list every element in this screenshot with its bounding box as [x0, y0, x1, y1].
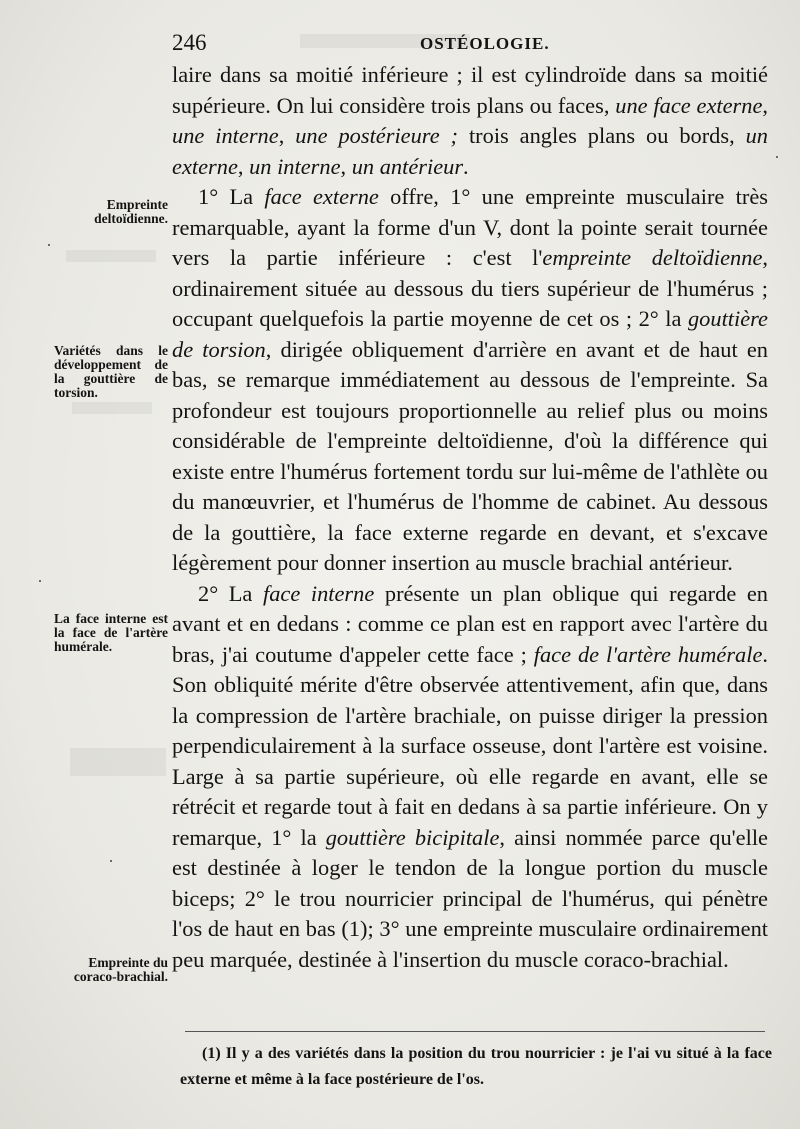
margin-note-deltoid: Empreinte deltoïdienne.	[94, 197, 168, 226]
ink-speck	[48, 244, 50, 246]
ink-speck	[110, 860, 112, 862]
running-title: OSTÉOLOGIE.	[420, 34, 550, 53]
paragraph-internal-face: 2° La face interne présente un plan oblique qui regarde en avant et en dedans : comme ce plan est en rapport avec l'artère du bras, j'ai coutume d'appeler cette face ; face de l'artère humérale. Son obliquité mérite d'être observée attentivement, afin que, dans la compression de l'artère brachiale, on puisse diriger la pression perpendiculairement à la surface osseuse, dont l'artère est voisine. Large à sa partie supérieure, où elle regarde en avant, elle se rétrécit et regarde tout à fait en dedans à sa partie inférieure. On y remarque, 1° la gouttière bicipitale, ainsi nommée parce qu'elle est destinée à loger le tendon de la longue portion du muscle biceps; 2° le trou nourricier principal de l'humérus, qui pénètre l'os de haut en bas (1); 3° une empreinte musculaire ordinairement peu marquée, destinée à l'insertion du muscle coraco-brachial.	[172, 580, 769, 972]
margin-note-torsion-varieties: Variétés dans le développement de la gouttière de torsion.	[54, 343, 168, 400]
body-text	[172, 60, 768, 975]
paragraph-continuation: laire dans sa moitié inférieure ; il est cylindroïde dans sa moitié supérieure. On lui considère trois plans ou faces, une face externe, une interne, une postérieure ; trois angles plans ou bords, un externe, un interne, un antérieur.	[172, 62, 769, 179]
bleed-through-mark	[70, 748, 166, 776]
paragraph-external-face: 1° La face externe offre, 1° une empreinte musculaire très remarquable, ayant la forme d'un V, dont la pointe serait tournée vers la partie inférieure : c'est l'empreinte deltoïdienne, ordinairement située au dessous du tiers supérieur de l'humérus ; occupant quelquefois la partie moyenne de cet os ; 2° la gouttière de torsion, dirigée obliquement d'arrière en avant et de haut en bas, se remarque immédiatement au dessous de l'empreinte. Sa profondeur est toujours proportionnelle au relief plus ou moins considérable de l'empreinte deltoïdienne, d'où la différence qui existe entre l'humérus fortement tordu sur lui-même de l'athlète ou du manœuvrier, et l'humérus de l'homme de cabinet. Au dessous de la gouttière, la face externe regarde en devant, et s'excave légèrement pour donner insertion au muscle brachial antérieur.	[172, 184, 769, 575]
bleed-through-mark	[66, 250, 156, 262]
footnote: (1) Il y a des variétés dans la position du trou nourricier : je l'ai vu situé à la face externe et même à la face postérieure de l'os.	[180, 1045, 772, 1088]
page-number: 246	[172, 30, 207, 55]
running-head	[172, 30, 772, 58]
margin-note-coracobrachial: Empreinte du coraco-brachial.	[73, 955, 168, 984]
margin-note-internal-face: La face interne est la face de l'artère humérale.	[54, 611, 168, 654]
footnote-rule	[185, 1031, 765, 1032]
bleed-through-mark	[72, 402, 152, 414]
ink-speck	[39, 580, 41, 582]
ink-speck	[776, 156, 778, 158]
